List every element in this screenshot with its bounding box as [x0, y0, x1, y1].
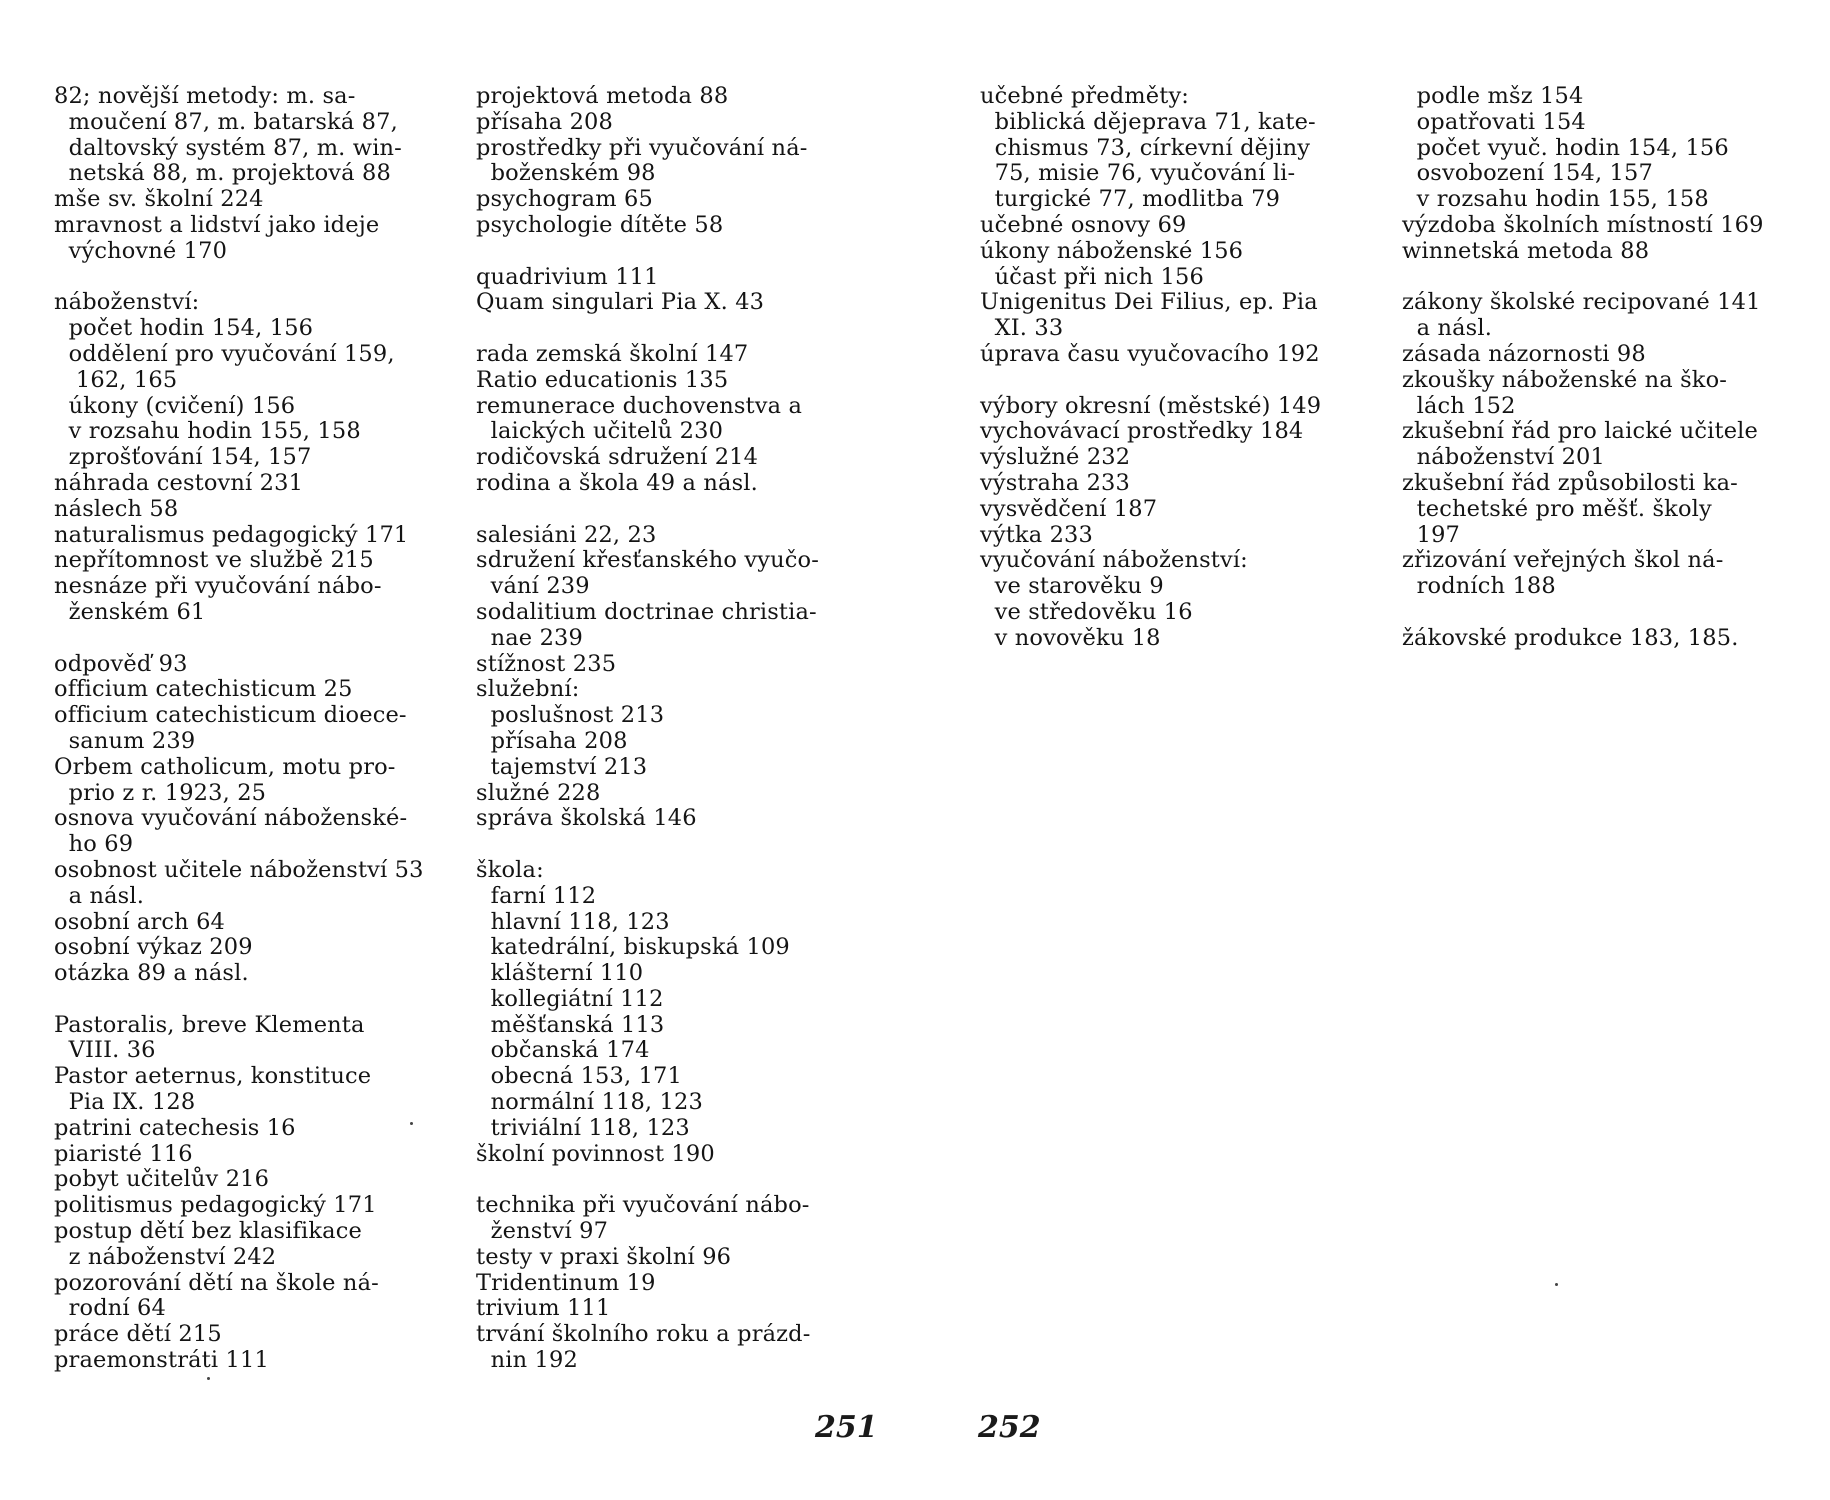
index-subentry: poslušnost 213	[476, 702, 665, 729]
index-subentry: VIII. 36	[54, 1037, 156, 1064]
index-entry: sodalitium doctrinae christia-	[476, 598, 817, 625]
index-entry: zkušební řád způsobilosti ka-	[1402, 469, 1738, 496]
index-subentry: počet vyuč. hodin 154, 156	[1402, 134, 1729, 161]
index-subentry: náboženství 201	[1402, 444, 1605, 471]
index-subentry: chismus 73, církevní dějiny	[980, 134, 1311, 161]
index-entry: Pastoralis, breve Klementa	[54, 1011, 365, 1038]
page-number-left: 251	[815, 1410, 878, 1445]
index-subentry: tajemství 213	[476, 753, 648, 780]
index-entry: zřizování veřejných škol ná-	[1402, 547, 1724, 574]
index-subentry: XI. 33	[980, 315, 1064, 342]
index-entry: náboženství:	[54, 289, 200, 316]
index-entry: testy v praxi školní 96	[476, 1243, 732, 1270]
print-speck	[410, 1122, 413, 1125]
index-subentry: rodních 188	[1402, 573, 1556, 600]
index-entry: přísaha 208	[476, 108, 613, 135]
index-subentry: opatřovati 154	[1402, 108, 1586, 135]
index-entry: politismus pedagogický 171	[54, 1192, 377, 1219]
index-subentry: techetské pro měšť. školy	[1402, 495, 1712, 522]
index-entry: služné 228	[476, 779, 601, 806]
index-subentry: účast při nich 156	[980, 263, 1204, 290]
index-subentry: normální 118, 123	[476, 1089, 703, 1116]
index-subentry: v novověku 18	[980, 624, 1161, 651]
index-subentry: podle mšz 154	[1402, 83, 1584, 109]
index-entry: zkušební řád pro laické učitele	[1402, 418, 1758, 445]
index-entry: osobní výkaz 209	[54, 934, 253, 961]
index-entry: vyučování náboženství:	[980, 547, 1248, 574]
index-entry: projektová metoda 88	[476, 83, 729, 109]
entry-spacer	[476, 239, 886, 265]
index-subentry: a násl.	[54, 882, 145, 909]
index-entry: vychovávací prostředky 184	[980, 418, 1304, 445]
index-entry: technika při vyučování nábo-	[476, 1192, 810, 1219]
index-subentry: ženském 61	[54, 598, 206, 625]
index-subentry: občanská 174	[476, 1037, 650, 1064]
index-subentry: prio z r. 1923, 25	[54, 779, 267, 806]
index-subentry: nae 239	[476, 624, 583, 651]
index-subentry: měšťanská 113	[476, 1011, 665, 1038]
index-subentry: katedrální, biskupská 109	[476, 934, 790, 961]
index-entry: officium catechisticum 25	[54, 676, 353, 703]
index-entry: rodičovská sdružení 214	[476, 444, 759, 471]
index-entry: Tridentinum 19	[476, 1269, 656, 1296]
index-subentry: kollegiátní 112	[476, 985, 664, 1012]
index-subentry: ve středověku 16	[980, 598, 1193, 625]
index-entry: quadrivium 111	[476, 263, 659, 290]
index-subentry: biblická dějeprava 71, kate-	[980, 108, 1316, 135]
entry-spacer	[980, 368, 1380, 394]
index-entry: trivium 111	[476, 1295, 611, 1322]
index-entry: rada zemská školní 147	[476, 340, 749, 367]
index-entry: remunerace duchovenstva a	[476, 392, 803, 419]
index-subentry: farní 112	[476, 882, 597, 909]
index-entry: postup dětí bez klasifikace	[54, 1218, 362, 1245]
index-entry: prostředky při vyučování ná-	[476, 134, 808, 161]
index-column-1	[54, 84, 454, 1374]
index-entry: správa školská 146	[476, 805, 697, 832]
index-entry: otázka 89 a násl.	[54, 960, 249, 987]
index-entry: náhrada cestovní 231	[54, 469, 304, 496]
index-subentry: daltovský systém 87, m. win-	[54, 134, 402, 161]
entry-spacer	[476, 497, 886, 523]
index-entry: praemonstráti 111	[54, 1347, 269, 1374]
index-entry: zákony školské recipované 141	[1402, 289, 1761, 316]
index-entry: úkony náboženské 156	[980, 237, 1244, 264]
index-subentry: v rozsahu hodin 155, 158	[1402, 186, 1709, 213]
index-subentry: hlavní 118, 123	[476, 908, 670, 935]
index-subentry: Pia IX. 128	[54, 1089, 196, 1116]
index-subentry: v rozsahu hodin 155, 158	[54, 418, 361, 445]
print-speck	[207, 1377, 210, 1380]
index-entry: zásada názornosti 98	[1402, 340, 1646, 367]
index-entry: sdružení křesťanského vyučo-	[476, 547, 819, 574]
index-entry: rodina a škola 49 a násl.	[476, 469, 758, 496]
index-subentry: klášterní 110	[476, 960, 644, 987]
index-entry: výzdoba školních místností 169	[1402, 211, 1764, 238]
index-entry: vysvědčení 187	[980, 495, 1158, 522]
index-subentry: a násl.	[1402, 315, 1493, 342]
index-entry: Unigenitus Dei Filius, ep. Pia	[980, 289, 1318, 316]
index-entry: trvání školního roku a prázd-	[476, 1321, 811, 1348]
index-entry: Pastor aeternus, konstituce	[54, 1063, 372, 1090]
index-subentry: rodní 64	[54, 1295, 166, 1322]
index-entry: psychologie dítěte 58	[476, 211, 724, 238]
index-entry: osobnost učitele náboženství 53	[54, 856, 424, 883]
index-entry: odpověď 93	[54, 650, 188, 677]
index-entry: piaristé 116	[54, 1140, 193, 1167]
index-subentry: moučení 87, m. batarská 87,	[54, 108, 398, 135]
index-entry: zkoušky náboženské na ško-	[1402, 366, 1728, 393]
index-entry: výtka 233	[980, 521, 1093, 548]
index-entry: winnetská metoda 88	[1402, 237, 1650, 264]
index-entry: výslužné 232	[980, 444, 1131, 471]
index-column-4	[1402, 84, 1812, 652]
index-subentry: boženském 98	[476, 160, 656, 187]
index-subentry: turgické 77, modlitba 79	[980, 186, 1281, 213]
index-entry: Orbem catholicum, motu pro-	[54, 753, 396, 780]
index-entry: Quam singulari Pia X. 43	[476, 289, 765, 316]
index-entry: psychogram 65	[476, 186, 653, 213]
index-entry: Ratio educationis 135	[476, 366, 729, 393]
index-subentry: 75, misie 76, vyučování li-	[980, 160, 1296, 187]
index-entry: učebné osnovy 69	[980, 211, 1187, 238]
index-entry: mše sv. školní 224	[54, 186, 264, 213]
index-subentry: výchovné 170	[54, 237, 228, 264]
index-entry: officium catechisticum dioece-	[54, 702, 407, 729]
entry-spacer	[1402, 265, 1812, 291]
index-entry: 82; novější metody: m. sa-	[54, 83, 356, 109]
index-subentry: vání 239	[476, 573, 590, 600]
index-subentry: úkony (cvičení) 156	[54, 392, 296, 419]
index-entry: patrini catechesis 16	[54, 1114, 296, 1141]
index-entry: naturalismus pedagogický 171	[54, 521, 409, 548]
index-subentry: nin 192	[476, 1347, 578, 1374]
index-subentry: netská 88, m. projektová 88	[54, 160, 391, 187]
index-subentry: osvobození 154, 157	[1402, 160, 1653, 187]
index-entry: pobyt učitelův 216	[54, 1166, 270, 1193]
index-entry: škola:	[476, 856, 544, 883]
index-subentry: ve starověku 9	[980, 573, 1164, 600]
page-number-right: 252	[978, 1410, 1041, 1445]
entry-spacer	[54, 626, 454, 652]
index-entry: učebné předměty:	[980, 83, 1190, 109]
index-entry: nepřítomnost ve službě 215	[54, 547, 374, 574]
entry-spacer	[54, 265, 454, 291]
index-subentry: sanum 239	[54, 727, 196, 754]
index-entry: osnova vyučování náboženské-	[54, 805, 408, 832]
index-entry: školní povinnost 190	[476, 1140, 715, 1167]
index-entry: nesnáze při vyučování nábo-	[54, 573, 382, 600]
index-entry: práce dětí 215	[54, 1321, 222, 1348]
index-subentry: přísaha 208	[476, 727, 628, 754]
index-subentry: laických učitelů 230	[476, 418, 724, 445]
index-column-3	[980, 84, 1380, 652]
index-entry: náslech 58	[54, 495, 179, 522]
index-subentry: 197	[1402, 521, 1460, 548]
index-subentry: obecná 153, 171	[476, 1063, 682, 1090]
index-subentry: z náboženství 242	[54, 1243, 277, 1270]
index-subentry: ženství 97	[476, 1218, 609, 1245]
index-entry: mravnost a lidství jako ideje	[54, 211, 380, 238]
index-subentry: ho 69	[54, 831, 134, 858]
index-subentry: zprošťování 154, 157	[54, 444, 312, 471]
index-entry: osobní arch 64	[54, 908, 226, 935]
index-subentry: počet hodin 154, 156	[54, 315, 314, 342]
entry-spacer	[54, 987, 454, 1013]
index-entry: pozorování dětí na škole ná-	[54, 1269, 379, 1296]
index-entry: salesiáni 22, 23	[476, 521, 657, 548]
index-entry: úprava času vyučovacího 192	[980, 340, 1320, 367]
index-entry: výstraha 233	[980, 469, 1130, 496]
index-entry: stížnost 235	[476, 650, 617, 677]
index-subentry: oddělení pro vyučování 159,	[54, 340, 395, 367]
index-entry: služební:	[476, 676, 580, 703]
entry-spacer	[476, 316, 886, 342]
entry-spacer	[476, 832, 886, 858]
index-entry: žákovské produkce 183, 185.	[1402, 624, 1739, 651]
entry-spacer	[1402, 600, 1812, 626]
entry-spacer	[476, 1167, 886, 1193]
index-subentry: 162, 165	[54, 366, 178, 393]
index-column-2	[476, 84, 886, 1374]
index-entry: výbory okresní (městské) 149	[980, 392, 1322, 419]
print-speck	[1555, 1283, 1558, 1286]
index-subentry: lách 152	[1402, 392, 1516, 419]
index-subentry: triviální 118, 123	[476, 1114, 690, 1141]
